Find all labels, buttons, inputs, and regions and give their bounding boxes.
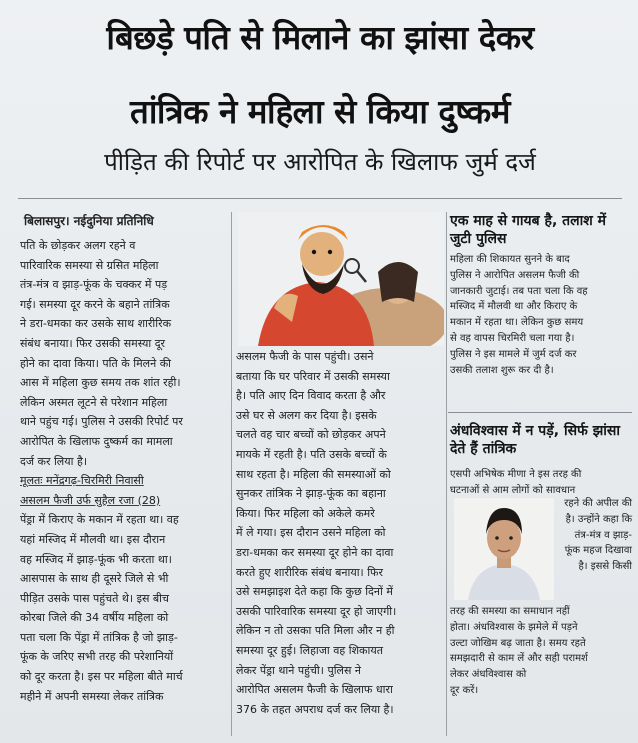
box1-line: जानकारी जुटाई। तब पता चला कि वह: [450, 285, 588, 297]
col2-line: आरोपित असलम फैजी के खिलाफ धारा: [236, 683, 393, 697]
box2-line: लेकर अंधविश्वास को: [450, 669, 527, 681]
article-column-1: [20, 236, 228, 706]
col2-line: समस्या दूर हुई। लिहाजा वह शिकायत: [236, 643, 383, 657]
column-divider-2: [446, 212, 447, 736]
magnifier-handle-shape: [357, 271, 366, 282]
col2-line: 376 के तहत अपराध दर्ज कर लिया है।: [236, 702, 394, 716]
col1-line: कोरबा जिले की 34 वर्षीय महिला को: [20, 611, 169, 625]
byline: बिलासपुर। नईदुनिया प्रतिनिधि: [24, 214, 154, 228]
tantrik-eye-right: [328, 250, 332, 254]
box2-line: फूंक महज दिखावा: [564, 545, 632, 557]
col1-line: होने का दावा किया। पति के मिलने की: [20, 356, 172, 370]
box2-line: तरह की समस्या का समाधान नहीं: [450, 606, 570, 617]
col2-line: चलते वह चार बच्चों को छोड़कर अपने: [236, 428, 386, 442]
col1-line: गई। समस्या दूर करने के बहाने तांत्रिक: [20, 297, 170, 311]
box2-line: है। उन्होंने कहा कि: [565, 513, 632, 525]
box1-line: मकान में रहता था। लेकिन कुछ समय: [450, 317, 584, 329]
sidebar-box-2-text-top: [450, 467, 632, 499]
box2-line: है। इससे किसी: [578, 561, 632, 573]
sidebar-box-1-heading: एक माह से गायब है, तलाश में जुटी पुलिस: [450, 213, 606, 247]
sp-portrait-photo: [454, 498, 554, 600]
col1-line: यहां मस्जिद में मौलवी था। इस दौरान: [20, 532, 166, 546]
col2-line: लेकर पेंड्रा थाने पहुंची। पुलिस ने: [236, 663, 362, 677]
col2-line: में ले गया। इस दौरान उसने महिला को: [236, 526, 386, 540]
portrait-eye-right: [509, 536, 513, 540]
box2-line: होता। अंधविश्वास के झमेले में पड़ने: [450, 621, 578, 633]
subheadline: पीड़ित की रिपोर्ट पर आरोपित के खिलाफ जुर्म दर्ज: [104, 148, 536, 176]
box1-line: पुलिस ने आरोपित असलम फैजी की: [450, 269, 580, 281]
sidebar-box-1-text: [450, 252, 632, 378]
col2-line: करते हुए शारीरिक संबंध बनाया। फिर: [236, 565, 384, 579]
column-divider-1: [231, 212, 232, 736]
col1-line: महीने में अपनी समस्या लेकर तांत्रिक: [20, 689, 164, 703]
col2-line: साथ रहता है। महिला की समस्याओं को: [236, 467, 391, 481]
col1-underlined-line: असलम फैजी उर्फ सुहैल रजा (28): [20, 493, 161, 507]
box1-line: मस्जिद में मौलवी था और किराए के: [450, 301, 578, 313]
tantrik-eye-left: [312, 250, 316, 254]
tantrik-robe-shape: [258, 282, 374, 346]
col1-line: आस में महिला कुछ समय तक शांत रही।: [20, 376, 181, 390]
col1-line: तंत्र-मंत्र व झाड़-फूंक के चक्कर में पड़: [20, 278, 168, 292]
col2-line: किया। फिर महिला को अकेले कमरे: [236, 506, 375, 520]
col1-line: पीड़ित उसके पास पहुंचते थे। इस बीच: [20, 591, 170, 605]
col2-line: लेकिन न तो उसका पति मिला और न ही: [236, 624, 395, 638]
col1-underlined-line: मूलतः मनेंद्रगढ़-चिरमिरी निवासी: [20, 474, 144, 488]
col1-line: थाने पहुंच गई। पुलिस ने उसकी रिपोर्ट पर: [20, 415, 183, 429]
portrait-svg: [454, 498, 554, 600]
portrait-eye-left: [495, 536, 499, 540]
col1-line: पति के छोड़कर अलग रहने व: [20, 239, 136, 252]
col2-line: मायके में रहती है। पति उसके बच्चों के: [236, 447, 387, 461]
headline-divider: [18, 198, 622, 199]
sidebar-box-2-text-bottom: [450, 604, 632, 699]
col2-line: सुनकर तांत्रिक ने झाड़-फूंक का बहाना: [236, 487, 386, 501]
box1-line: महिला की शिकायत सुनने के बाद: [450, 254, 570, 265]
headline-line-1: बिछड़े पति से मिलाने का झांसा देकर: [106, 18, 534, 57]
col2-line: बताया कि घर परिवार में उसकी समस्या: [236, 369, 390, 383]
sidebar-box-2-heading: अंधविश्वास में न पड़ें, सिर्फ झांसा देते हैं तांत्रिक: [450, 423, 620, 457]
woman-hair-shape: [378, 262, 418, 302]
tantrik-face-shape: [300, 232, 344, 276]
box2-line: घटनाओं से आम लोगों को सावधान: [450, 484, 576, 496]
article-column-2: [236, 347, 446, 719]
col2-line: है। पति आए दिन विवाद करता है और: [236, 389, 386, 403]
col1-line: वह मस्जिद में झाड़-फूंक भी करता था।: [20, 552, 172, 566]
box2-line: एसपी अभिषेक मीणा ने इस तरह की: [450, 469, 582, 480]
sidebar-box-2-text-side: [562, 496, 632, 575]
col1-line: आसपास के साथ ही दूसरे जिले से भी: [20, 572, 169, 586]
tantrik-cartoon-svg: [238, 212, 444, 346]
col1-line: पता चला कि पेंड्रा में तांत्रिक है जो झाड़-: [20, 630, 178, 644]
col2-line: असलम फैजी के पास पहुंची। उसने: [236, 350, 374, 363]
box2-line: दूर करें।: [450, 684, 479, 696]
col1-line: फूंक के जरिए सभी तरह की परेशानियों: [20, 650, 174, 664]
headline-line-2: तांत्रिक ने महिला से किया दुष्कर्म: [130, 92, 510, 131]
box1-line: से वह वापस चिरमिरी चला गया है।: [450, 332, 575, 344]
box1-line: उसकी तलाश शुरू कर दी है।: [450, 364, 554, 376]
box2-line: समझदारी से काम लें और सही परामर्श: [450, 653, 588, 665]
sidebar-divider: [448, 412, 632, 413]
col1-line: को दूर करता है। इस पर महिला बीते मार्च: [20, 670, 183, 684]
col1-line: दर्ज कर लिया है।: [20, 454, 87, 468]
col1-line: पारिवारिक समस्या से ग्रसित महिला: [20, 258, 159, 272]
box2-line: रहने की अपील की: [564, 498, 632, 509]
col2-line: डरा-धमका कर समस्या दूर होने का दावा: [236, 545, 394, 559]
box2-line: तंत्र-मंत्र व झाड़-: [574, 529, 632, 541]
box2-line: उल्टा जोखिम बढ़ जाता है। समय रहते: [450, 637, 586, 649]
col1-line: लेकिन अस्मत लूटने से परेशान महिला: [20, 395, 168, 409]
col1-line: ने डरा-धमका कर उसके साथ शारीरिक: [20, 317, 172, 331]
col1-line: आरोपित के खिलाफ दुष्कर्म का मामला: [20, 434, 173, 448]
col1-line: संबंध बनाया। फिर उसकी समस्या दूर: [20, 336, 166, 350]
box1-line: पुलिस ने इस मामले में जुर्म दर्ज कर: [450, 348, 577, 360]
tantrik-cartoon-illustration: [238, 212, 444, 346]
col2-line: उसे घर से अलग कर दिया है। इसके: [236, 408, 377, 422]
col1-line: पेंड्रा में किराए के मकान में रहता था। वह: [20, 513, 179, 527]
col2-line: उसे समझाइश देते कहा कि कुछ दिनों में: [236, 585, 393, 599]
col2-line: उसकी पारिवारिक समस्या दूर हो जाएगी।: [236, 604, 397, 618]
magnifier-glass-shape: [345, 259, 359, 273]
